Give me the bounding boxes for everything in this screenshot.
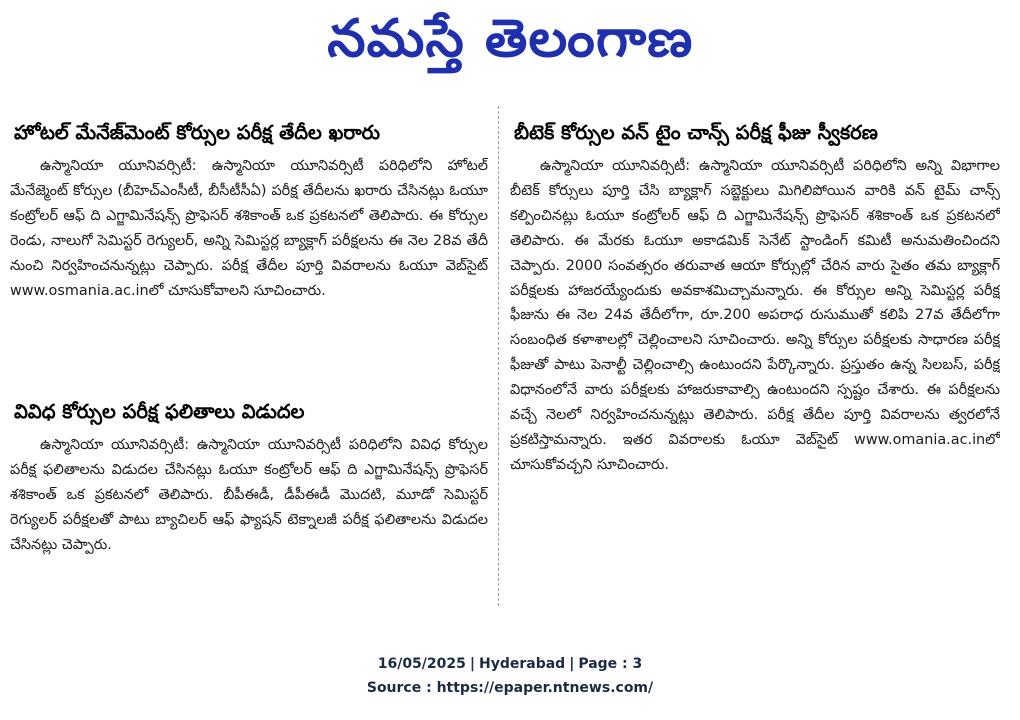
- right-column: [510, 118, 1000, 624]
- footer-date: 16/05/2025: [377, 656, 466, 672]
- masthead: [0, 4, 1020, 78]
- footer-separator: |: [569, 656, 575, 672]
- article-headline: వివిధ కోర్సుల పరీక్ష ఫలితాలు విడుదల: [14, 400, 305, 423]
- article-body: ఉస్మానియా యూనివర్సిటీ: ఉస్మానియా యూనివర్సిటీ పరిధిలోని అన్ని విభాగాల బీటెక్ కోర్సులు పూర్తి చేసి బ్యాక్లాగ్ సబ్జెక్టులు మిగిలిపోయిన వారికి వన్ టైమ్ చాన్స్ కల్పించినట్లు ఓయూ కంట్రోలర్ ఆఫ్ ది ఎగ్జామినేషన్స్ ప్రొఫెసర్ శశికాంత్ ఒక ప్రకటనలో తెలిపారు. ఈ మేరకు ఓయూ అకాడమిక్ సెనేట్ స్టాండింగ్ కమిటీ అనుమతించిందని చెప్పారు. 2000 సంవత్సరం తరువాత ఆయా కోర్సుల్లో చేరిన వారు సైతం తమ బ్యాక్లాగ్ పరీక్షలకు హాజరయ్యేందుకు అవకాశమిచ్చామన్నారు. ఈ కోర్సుల అన్ని సెమిస్టర్ల పరీక్ష ఫీజును ఈ నెల 24వ తేదీలోగా, రూ.200 అపరాధ రుసుముతో కలిపి 27వ తేదీలోగా సంబంధిత కళాశాలల్లో చెల్లించాలని సూచించారు. అన్ని కోర్సుల పరీక్షలకు సాధారణ పరీక్ష ఫీజుతో పాటు పెనాల్టీ చెల్లించాల్సి ఉంటుందని పేర్కొన్నారు. ప్రస్తుతం ఉన్న సిలబస్, పరీక్ష విధానంలోనే వారు పరీక్షలకు హాజరుకావాల్సి ఉంటుందని స్పష్టం చేశారు. ఈ పరీక్షలను వచ్చే నెలలో నిర్వహించనున్నట్లు తెలిపారు. పరీక్ష తేదీల పూర్తి వివరాలను త్వరలోనే ప్రకటిస్తామన్నారు. ఇతర వివరాలకు ఓయూ వెబ్‌సైట్ www.omania.ac.inలో చూసుకోవచ్చని సూచించారు.: [510, 158, 1000, 473]
- footer-separator: |: [469, 656, 475, 672]
- article-headline: బీటెక్ కోర్సుల వన్ టైం చాన్స్ పరీక్ష ఫీజు స్వీకరణ: [514, 121, 878, 144]
- footer-source: [0, 680, 1020, 696]
- article-btech: [510, 118, 1000, 624]
- footer-page: Page : 3: [578, 656, 643, 672]
- article-body: ఉస్మానియా యూనివర్సిటీ: ఉస్మానియా యూనివర్సిటీ పరిధిలోని హోటల్ మేనేజ్మెంట్ కోర్సుల (బీహెచ్ఎంసీటీ, బీసీటీసీఏ) పరీక్ష తేదీలను ఖరారు చేసినట్లు ఓయూ కంట్రోలర్ ఆఫ్ ది ఎగ్జామినేషన్స్ ప్రొఫెసర్ శశికాంత్ ఒక ప్రకటనలో తెలిపారు. ఈ కోర్సుల రెండు, నాలుగో సెమిస్టర్ రెగ్యులర్, అన్ని సెమిస్టర్ల బ్యాక్లాగ్ పరీక్షలను ఈ నెల 28వ తేదీ నుంచి నిర్వహించనున్నట్లు చెప్పారు. పరీక్ష తేదీల పూర్తి వివరాలను ఓయూ వెబ్‌సైట్ www.osmania.ac.inలో చూసుకోవాలని సూచించారు.: [10, 158, 488, 299]
- footer-city: Hyderabad: [479, 656, 566, 672]
- footer-meta: [0, 656, 1020, 672]
- article-results: [10, 397, 488, 583]
- newspaper-logo: నమస్తే తెలంగాణ: [326, 9, 694, 69]
- left-column: [10, 118, 488, 583]
- article-headline: హోటల్ మేనేజ్‌మెంట్ కోర్సుల పరీక్ష తేదీల ఖరారు: [14, 121, 380, 144]
- article-hotel-management: [10, 118, 488, 377]
- article-body: ఉస్మానియా యూనివర్సిటీ: ఉస్మానియా యూనివర్సిటీ పరిధిలోని వివిధ కోర్సుల పరీక్ష ఫలితాలను విడుదల చేసినట్లు ఓయూ కంట్రోలర్ ఆఫ్ ది ఎగ్జామినేషన్స్ ప్రొఫెసర్ శశికాంత్ ఒక ప్రకటనలో తెలిపారు. బీపీఈడీ, డీపీఈడీ మొదటి, మూడో సెమిస్టర్ రెగ్యులర్ పరీక్షలతో పాటు బ్యాచిలర్ ఆఫ్ ఫ్యాషన్ టెక్నాలజీ పరీక్ష ఫలితాలను విడుదల చేసినట్లు చెప్పారు.: [10, 437, 488, 553]
- footer-source-text: Source : https://epaper.ntnews.com/: [366, 680, 654, 696]
- column-divider: [498, 106, 499, 606]
